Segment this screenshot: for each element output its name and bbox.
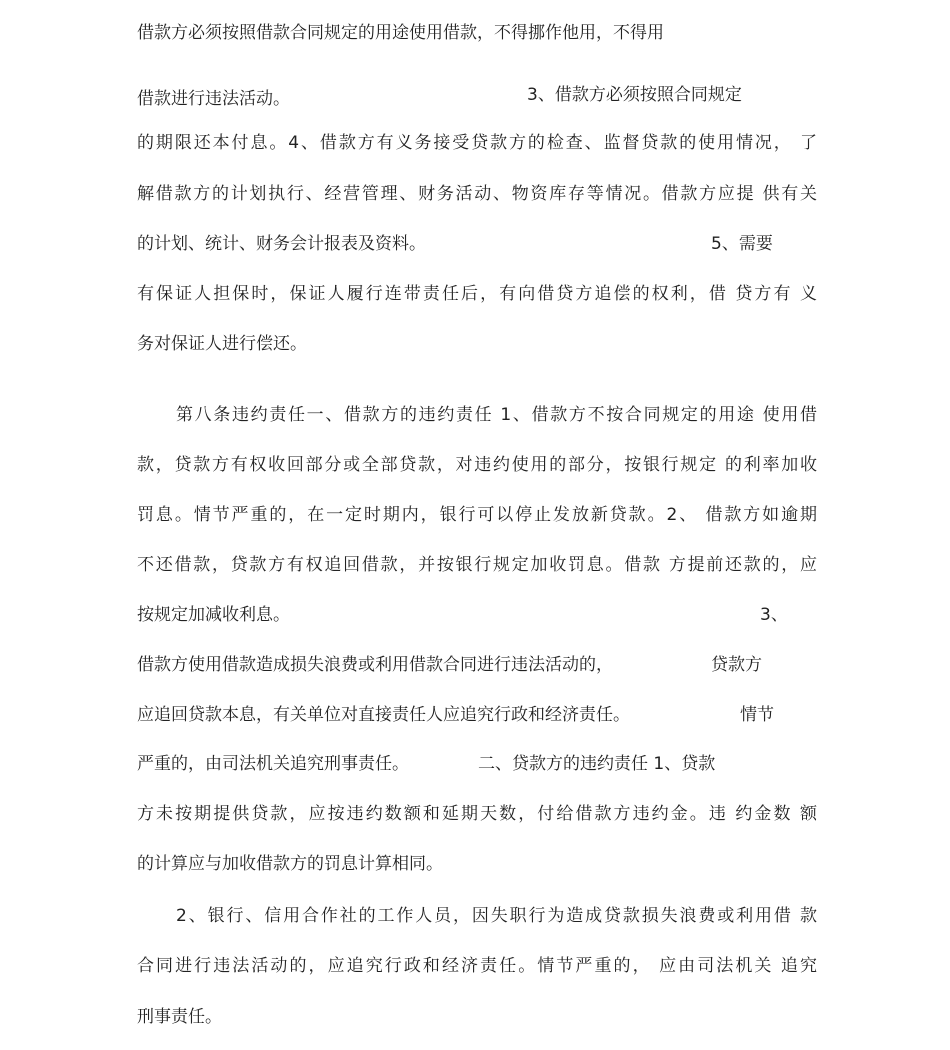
text-line: 罚息。情节严重的，在一定时期内，银行可以停止发放新贷款。2、 借款方如逾期 [137,505,817,525]
text-line: 应追回贷款本息，有关单位对直接责任人应追究行政和经济责任。 [137,705,630,725]
text-line: 借款方必须按照借款合同规定的用途使用借款，不得挪作他用，不得用 [137,23,664,43]
text-segment: 5、需要 [711,234,773,254]
text-segment: 情节 [740,705,774,725]
text-segment: 3、借款方必须按照合同规定 [527,85,742,105]
text-line: 按规定加减收利息。 [137,605,290,625]
text-line: 不还借款，贷款方有权追回借款，并按银行规定加收罚息。借款 方提前还款的，应 [137,555,817,575]
paragraph-start-line: 2、银行、信用合作社的工作人员，因失职行为造成贷款损失浪费或利用借 款 [176,906,817,926]
text-line: 款，贷款方有权收回部分或全部贷款，对违约使用的部分，按银行规定 的利率加收 [137,455,817,475]
text-segment: 二、贷款方的违约责任 1、贷款 [478,754,716,774]
text-line: 的计算应与加收借款方的罚息计算相同。 [137,854,443,874]
text-line: 解借款方的计划执行、经营管理、财务活动、物资库存等情况。借款方应提 供有关 [137,184,817,204]
text-line: 有保证人担保时，保证人履行连带责任后，有向借贷方追偿的权利，借 贷方有 义 [137,284,817,304]
text-line: 方未按期提供贷款，应按违约数额和延期天数，付给借款方违约金。违 约金数 额 [137,804,817,824]
text-line: 的期限还本付息。4、借款方有义务接受贷款方的检查、监督贷款的使用情况， 了 [137,133,817,153]
text-line: 借款方使用借款造成损失浪费或利用借款合同进行违法活动的， [137,655,613,675]
section-heading-line: 第八条违约责任一、借款方的违约责任 1、借款方不按合同规定的用途 使用借 [176,405,817,425]
text-segment: 3、 [760,605,788,625]
text-line: 刑事责任。 [137,1007,222,1027]
text-line: 的计划、统计、财务会计报表及资料。 [137,234,426,254]
text-segment: 贷款方 [711,655,762,675]
text-line: 合同进行违法活动的，应追究行政和经济责任。情节严重的， 应由司法机关 追究 [137,956,817,976]
text-line: 借款进行违法活动。 [137,89,290,109]
text-line: 务对保证人进行偿还。 [137,334,307,354]
text-line: 严重的，由司法机关追究刑事责任。 [137,754,409,774]
